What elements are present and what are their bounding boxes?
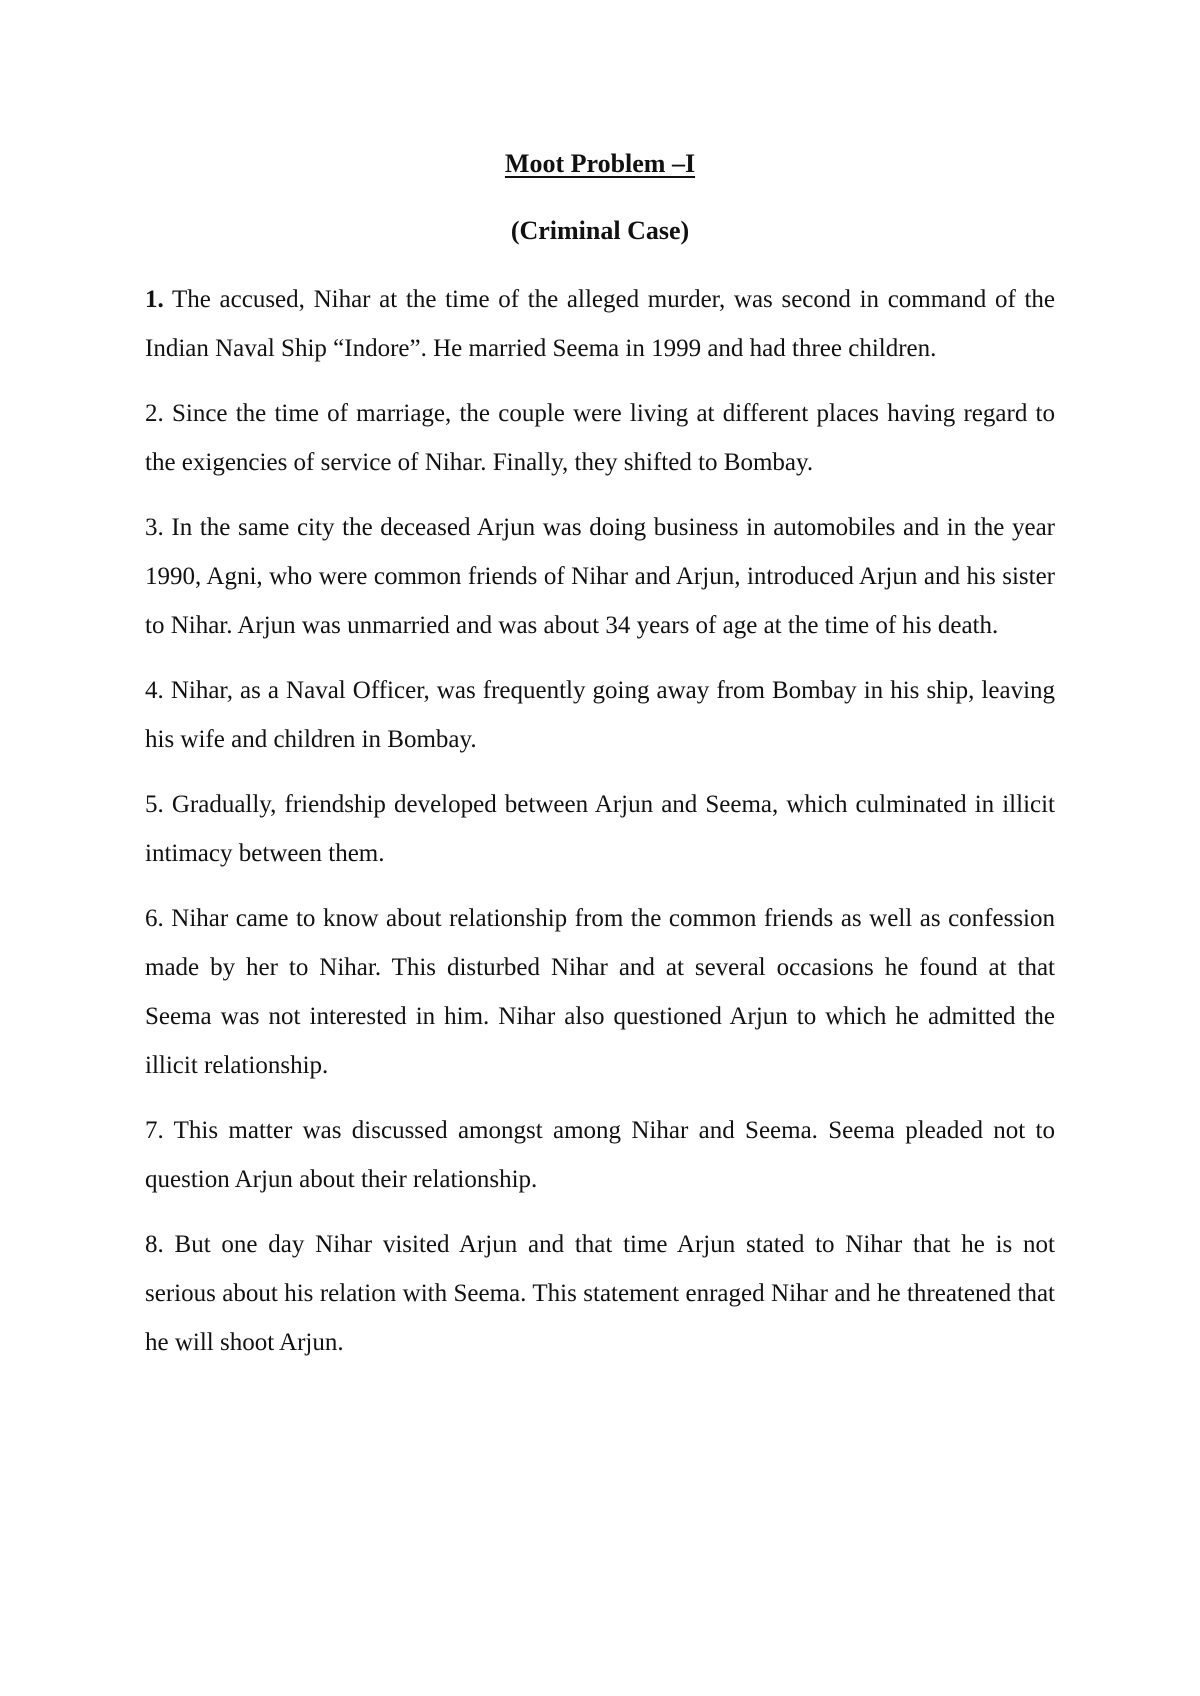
paragraph-number: 4. [145,677,164,704]
paragraph-text: This matter was discussed amongst among Nihar and Seema. Seema pleaded not to question Arjun about their relationship. [145,1117,1055,1193]
paragraph-number: 6. [145,905,164,932]
paragraph-8 [145,1220,1055,1367]
paragraph-1 [145,275,1055,373]
paragraph-text: The accused, Nihar at the time of the alleged murder, was second in command of the Indian Naval Ship “Indore”. He married Seema in 1999 and had three children. [145,286,1055,362]
paragraph-3 [145,503,1055,650]
paragraph-number: 3. [145,514,164,541]
paragraph-4 [145,666,1055,764]
paragraph-7 [145,1106,1055,1204]
paragraph-6 [145,894,1055,1090]
paragraph-number: 2. [145,400,164,427]
paragraph-text: Since the time of marriage, the couple were living at different places having regard to the exigencies of service of Nihar. Finally, they shifted to Bombay. [145,400,1055,476]
paragraph-number: 7. [145,1117,164,1144]
paragraph-number: 8. [145,1231,164,1258]
paragraph-text: Nihar came to know about relationship from the common friends as well as confession made by her to Nihar. This disturbed Nihar and at several occasions he found at that Seema was not interested in him. Nihar also questioned Arjun to which he admitted the illicit relationship. [145,905,1056,1079]
paragraph-2 [145,389,1055,487]
paragraph-text: Gradually, friendship developed between Arjun and Seema, which culminated in illicit intimacy between them. [145,791,1056,867]
document-body [145,275,1055,1383]
paragraph-text: But one day Nihar visited Arjun and that time Arjun stated to Nihar that he is not serious about his relation with Seema. This statement enraged Nihar and he threatened that he will shoot Arjun. [145,1231,1056,1356]
document-title: Moot Problem –I [504,149,696,178]
paragraph-number: 1. [145,286,164,313]
document-subtitle: (Criminal Case) [510,216,690,245]
paragraph-text: Nihar, as a Naval Officer, was frequently going away from Bombay in his ship, leaving his wife and children in Bombay. [145,677,1056,753]
paragraph-number: 5. [145,791,164,818]
paragraph-text: In the same city the deceased Arjun was doing business in automobiles and in the year 1990, Agni, who were common friends of Nihar and Arjun, introduced Arjun and his sister to Nihar. Arjun was unmarried and was about 34 years of age at the time of his death. [145,514,1056,639]
paragraph-5 [145,780,1055,878]
